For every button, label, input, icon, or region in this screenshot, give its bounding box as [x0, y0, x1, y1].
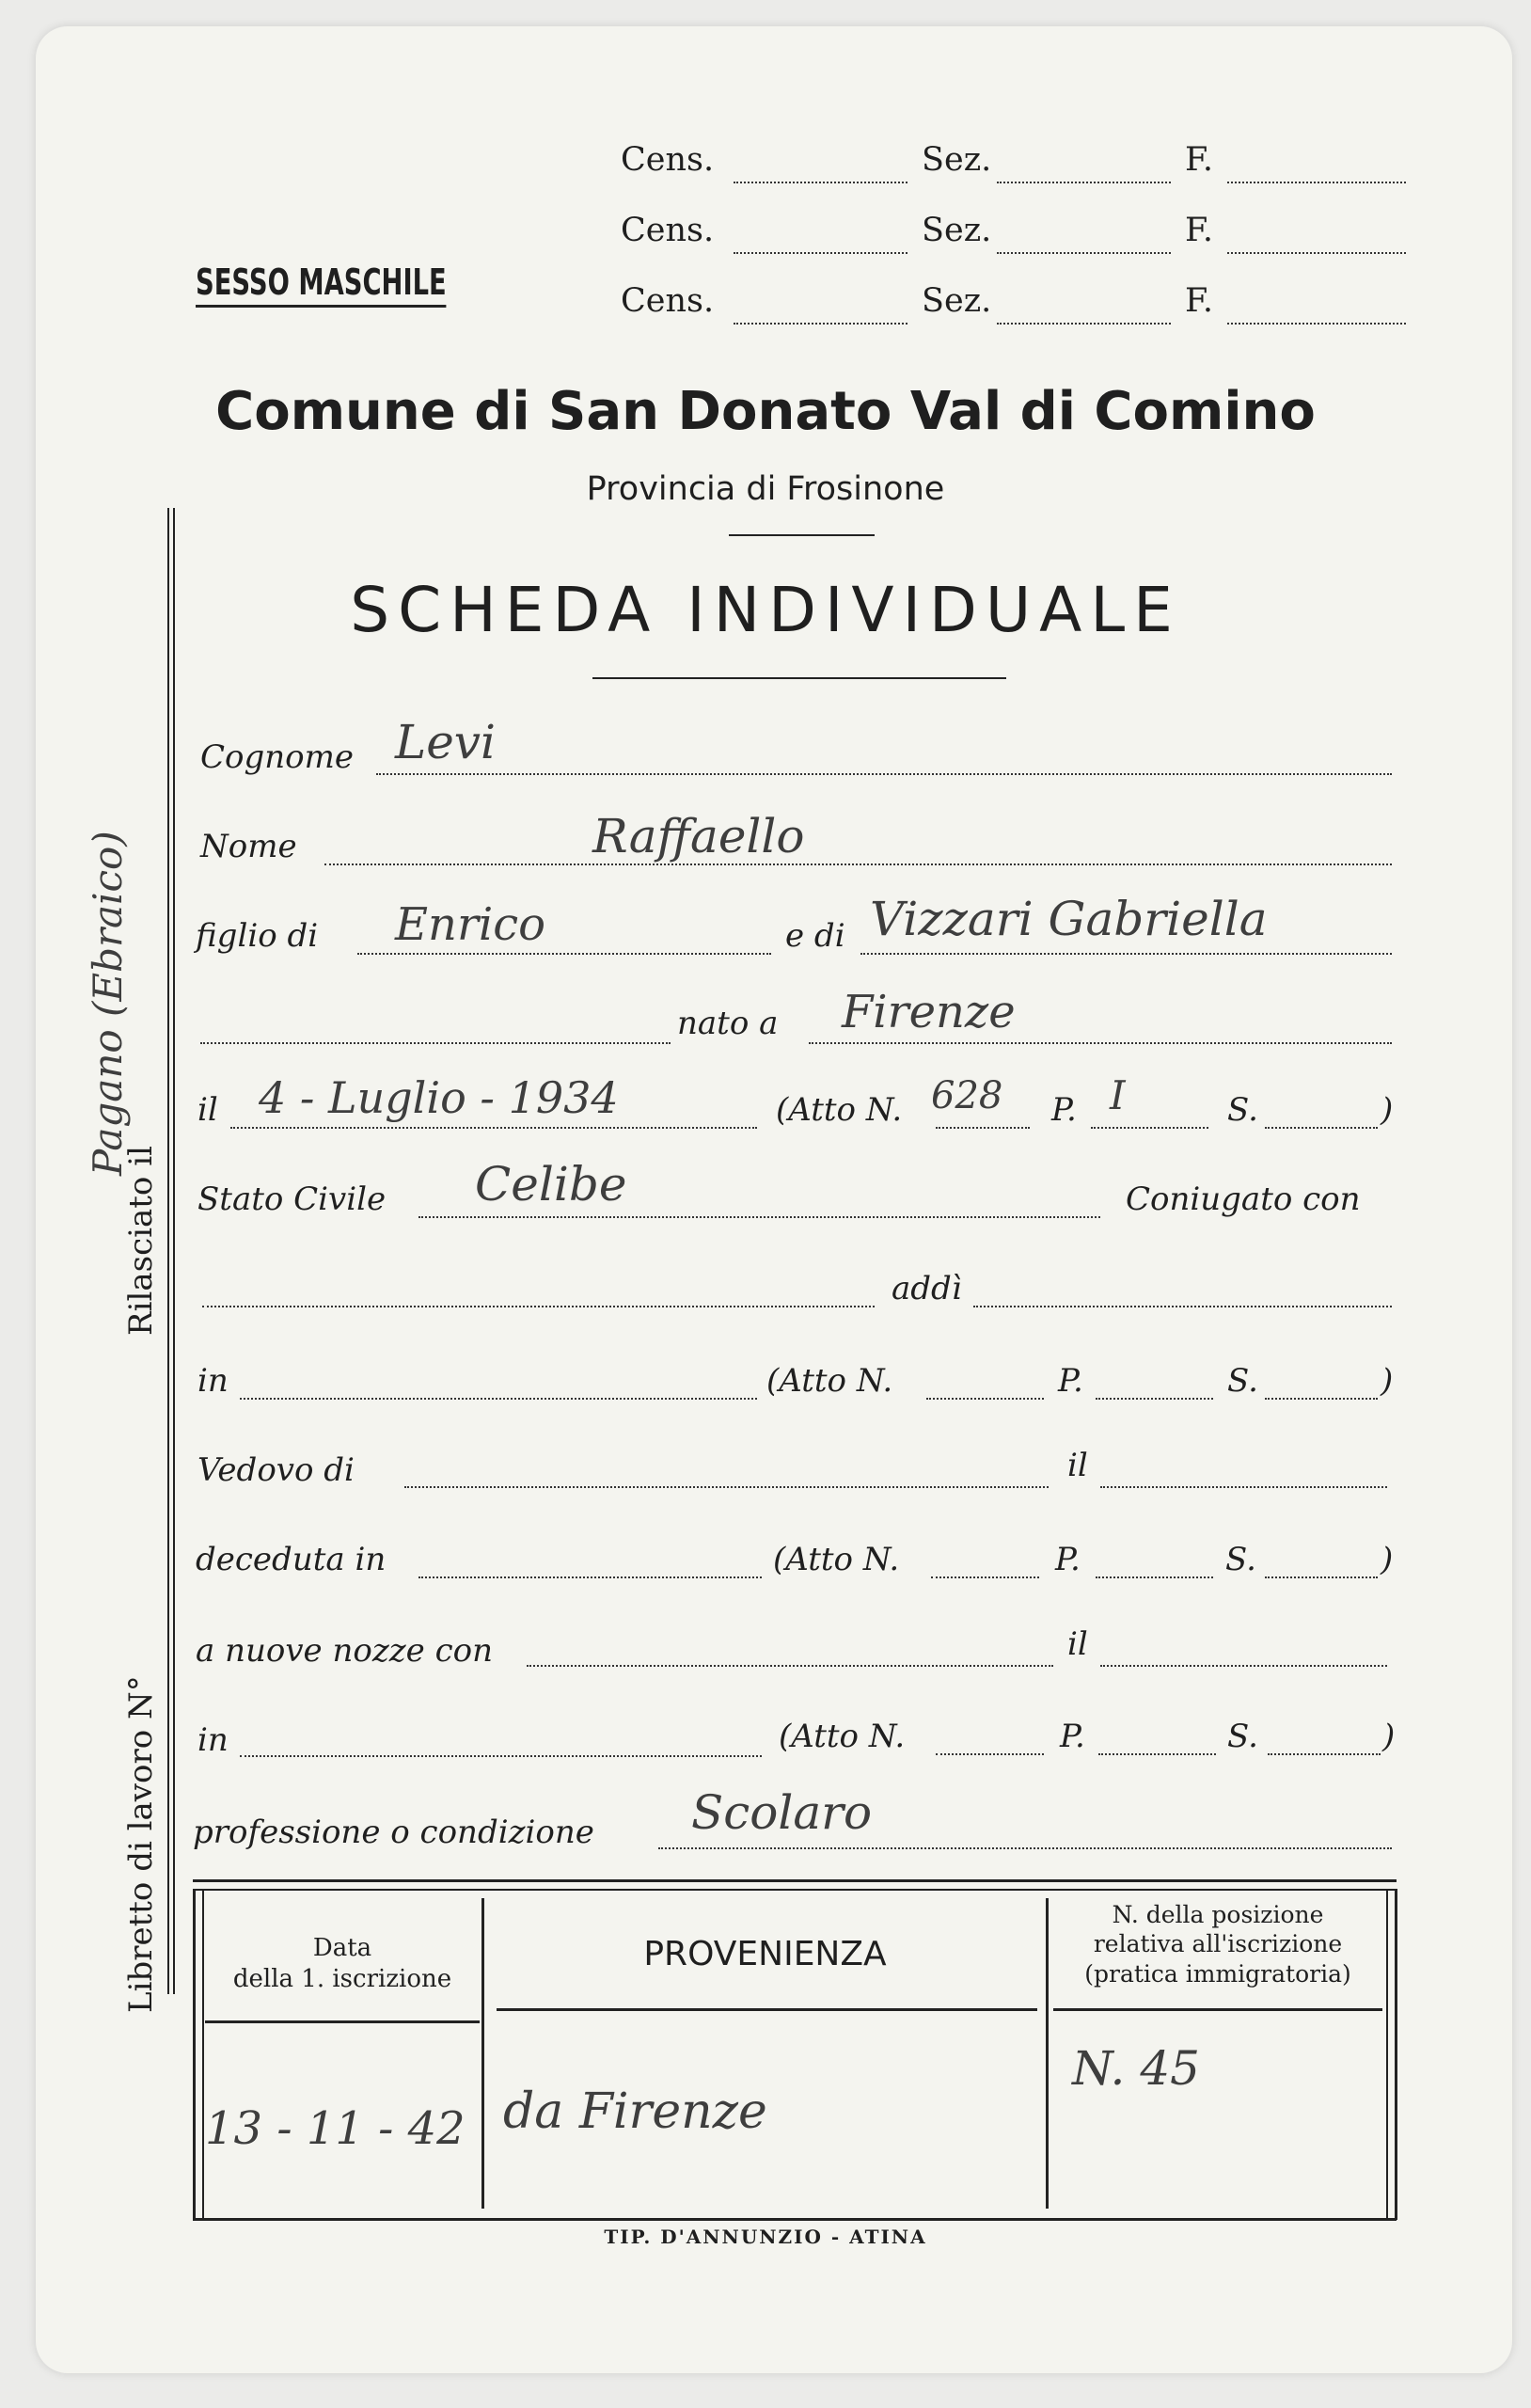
il-label: il: [197, 1091, 218, 1129]
row-numero-value: N. 45: [1072, 2041, 1200, 2096]
stato-civile-label: Stato Civile: [197, 1180, 387, 1218]
atto-s-line: [1265, 1127, 1378, 1129]
nozze-line: [527, 1665, 1053, 1667]
nome-label: Nome: [200, 828, 297, 865]
province-subtitle: Provincia di Frosinone: [586, 470, 945, 508]
e-di-line: [860, 953, 1392, 955]
rilasciato-label: Rilasciato il: [122, 1146, 160, 1336]
in2-s-label: S.: [1227, 1718, 1258, 1755]
atto-p-line: [1091, 1127, 1208, 1129]
deceduta-p-label: P.: [1055, 1541, 1081, 1578]
sex-label: SESSO MASCHILE: [196, 261, 447, 308]
nato-a-label: nato a: [677, 1005, 779, 1042]
col-date-header: Data della 1. iscrizione: [232, 1934, 452, 1993]
in1-p-label: P.: [1058, 1362, 1083, 1400]
ornament-divider-1: [729, 534, 875, 536]
atto-value: 628: [931, 1074, 1003, 1117]
atto-close: ): [1381, 1091, 1394, 1129]
atto-p-value: I: [1110, 1072, 1126, 1118]
in1-atto-line: [926, 1398, 1044, 1400]
col-provenienza-header: PROVENIENZA: [643, 1935, 887, 1973]
nato-a-value: Firenze: [842, 986, 1016, 1038]
cognome-value: Levi: [395, 715, 497, 769]
in2-s-line: [1268, 1753, 1381, 1755]
in1-label: in: [197, 1362, 229, 1400]
ornament-divider-2: [592, 677, 1006, 679]
col-numero-header: N. della posizione relativa all'iscrizione (pratica immigratoria): [1084, 1901, 1351, 1988]
stato-civile-line: [418, 1216, 1100, 1218]
cens-label-3: Cens.: [621, 282, 715, 320]
atto-p-label: P.: [1051, 1091, 1077, 1129]
sez-label-1: Sez.: [922, 141, 992, 179]
row-provenienza-value: da Firenze: [503, 2083, 767, 2140]
in1-p-line: [1096, 1398, 1213, 1400]
figlio-di-value: Enrico: [395, 898, 546, 951]
f-label-1: F.: [1185, 141, 1213, 179]
in2-p-line: [1098, 1753, 1216, 1755]
figlio-di-label: figlio di: [196, 917, 319, 955]
deceduta-s-label: S.: [1225, 1541, 1256, 1578]
f-line-3: [1227, 323, 1406, 325]
in1-atto-label: (Atto N.: [766, 1362, 893, 1400]
addi-line: [973, 1306, 1392, 1307]
figlio-di-line: [357, 953, 771, 955]
libretto-label: Libretto di lavoro N°: [122, 1675, 160, 2013]
vedovo-label: Vedovo di: [197, 1451, 355, 1489]
addi-label: addì: [892, 1270, 962, 1307]
cens-line-2: [734, 252, 908, 254]
deceduta-s-line: [1265, 1576, 1378, 1578]
cens-line-1: [734, 182, 908, 183]
e-di-value: Vizzari Gabriella: [870, 892, 1268, 946]
row-date-value: 13 - 11 - 42: [205, 2102, 466, 2155]
printer-footer: TIP. D'ANNUNZIO - ATINA: [604, 2226, 927, 2248]
vedovo-il-label: il: [1067, 1447, 1088, 1484]
cens-label-2: Cens.: [621, 212, 715, 249]
nato-a-line: [809, 1042, 1392, 1044]
atto-s-label: S.: [1227, 1091, 1258, 1129]
in1-s-line: [1265, 1398, 1378, 1400]
sez-line-3: [997, 323, 1171, 325]
sez-line-2: [997, 252, 1171, 254]
margin-rule-1: [167, 508, 169, 1994]
atto-line: [936, 1127, 1030, 1129]
professione-line: [658, 1847, 1392, 1849]
cognome-label: Cognome: [200, 738, 354, 776]
f-label-2: F.: [1185, 212, 1213, 249]
deceduta-p-line: [1096, 1576, 1213, 1578]
in2-p-label: P.: [1060, 1718, 1085, 1755]
deceduta-label: deceduta in: [196, 1541, 387, 1578]
coniugato-label: Coniugato con: [1126, 1180, 1361, 1218]
deceduta-line: [418, 1576, 762, 1578]
in2-atto-label: (Atto N.: [779, 1718, 906, 1755]
deceduta-close: ): [1381, 1541, 1394, 1578]
nome-line: [324, 863, 1392, 865]
professione-value: Scolaro: [691, 1785, 873, 1840]
coniugato-line: [202, 1306, 875, 1307]
sez-label-3: Sez.: [922, 282, 992, 320]
cens-label-1: Cens.: [621, 141, 715, 179]
nato-pre-line: [200, 1042, 671, 1044]
nome-value: Raffaello: [592, 809, 805, 863]
margin-rule-2: [173, 508, 175, 1994]
e-di-label: e di: [785, 917, 845, 955]
stato-civile-value: Celibe: [475, 1157, 627, 1212]
cognome-line: [376, 773, 1392, 775]
page-title: Comune di San Donato Val di Comino: [215, 381, 1316, 442]
f-line-1: [1227, 182, 1406, 183]
form-title: SCHEDA INDIVIDUALE: [350, 574, 1181, 646]
nozze-label: a nuove nozze con: [196, 1632, 494, 1670]
nozze-il-line: [1100, 1665, 1387, 1667]
in2-close: ): [1382, 1718, 1396, 1755]
vedovo-il-line: [1100, 1486, 1387, 1488]
f-line-2: [1227, 252, 1406, 254]
in2-atto-line: [936, 1753, 1044, 1755]
in2-line: [240, 1755, 762, 1757]
cens-line-3: [734, 323, 908, 325]
deceduta-atto-line: [931, 1576, 1039, 1578]
professione-label: professione o condizione: [193, 1814, 594, 1851]
in2-label: in: [197, 1721, 229, 1759]
sez-label-2: Sez.: [922, 212, 992, 249]
in1-close: ): [1381, 1362, 1394, 1400]
in1-s-label: S.: [1227, 1362, 1258, 1400]
side-handwritten-note: Pagano (Ebraico): [85, 831, 131, 1176]
nozze-il-label: il: [1067, 1625, 1088, 1663]
atto-label: (Atto N.: [776, 1091, 903, 1129]
in1-line: [240, 1398, 757, 1400]
deceduta-atto-label: (Atto N.: [773, 1541, 900, 1578]
sez-line-1: [997, 182, 1171, 183]
vedovo-line: [404, 1486, 1049, 1488]
il-value: 4 - Luglio - 1934: [259, 1072, 619, 1123]
il-line: [230, 1127, 757, 1129]
f-label-3: F.: [1185, 282, 1213, 320]
